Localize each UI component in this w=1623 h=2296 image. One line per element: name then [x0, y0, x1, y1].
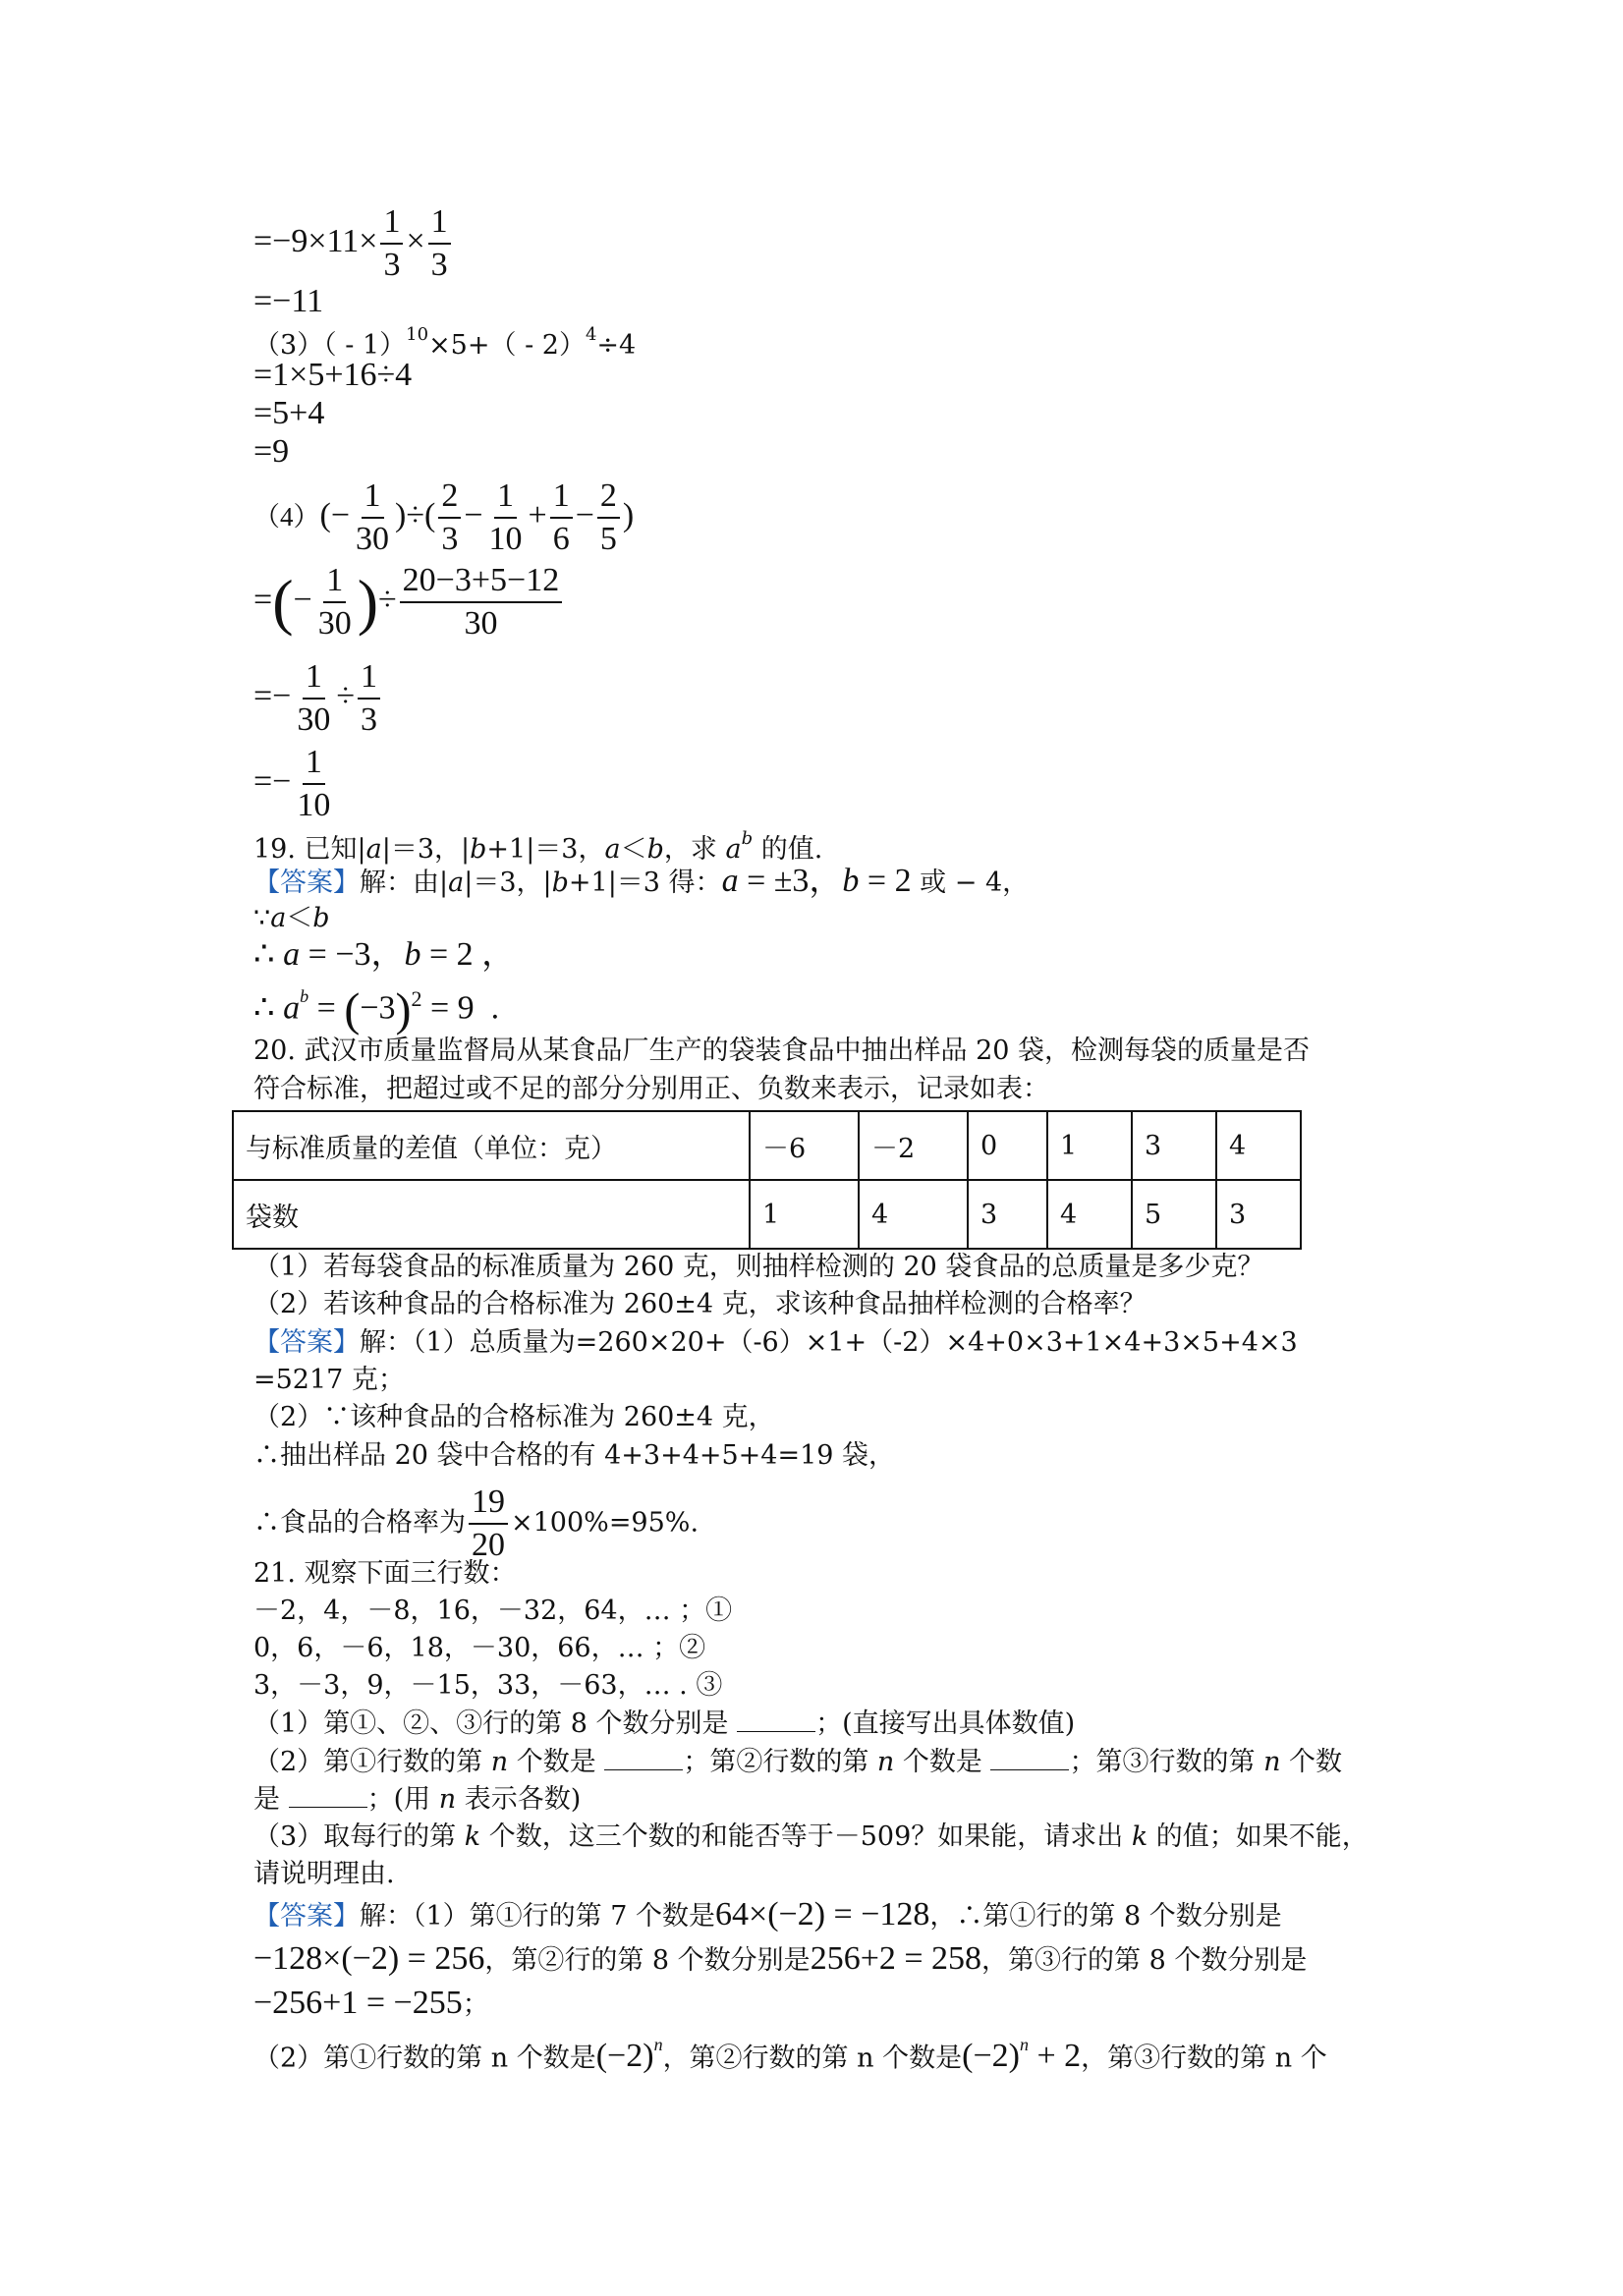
- fraction: $\frac{1}{30}$: [297, 658, 331, 738]
- q20-answer-5: ∴食品的合格率为 $\frac{19}{20}$ ×100%=95%.: [253, 1482, 699, 1566]
- q21-answer-2: −128×(−2) = 256，第②行的第 8 个数分别是256+2 = 258，第③行的第 8 个数分别是: [253, 1940, 1308, 1977]
- q20-question-l1: 20. 武汉市质量监督局从某食品厂生产的袋装食品中抽出样品 20 袋，检测每袋的质量是否: [253, 1036, 1311, 1066]
- q19-line-2: ∵a＜b: [253, 903, 330, 933]
- q19-answer: 【答案】解：由|a|＝3，|b+1|＝3 得：a = ±3，b = 2 或 − 4，: [253, 863, 1030, 899]
- q21-row-1: －2，4，－8，16，－32，64，… ；①: [253, 1596, 733, 1626]
- p4-line-1: =(− $\frac{1}{30}$ )÷ $\frac{20-3+5-12}{30}$: [253, 560, 565, 644]
- p4-line-0: （4）(− $\frac{1}{30}$ )÷( $\frac{2}{3}$ − $\frac{1}{10}$ + $\frac{1}{6}$ − $\frac{2}{5}$ ): [253, 476, 634, 560]
- fraction: $\frac{1}{10}$: [488, 477, 523, 557]
- fraction-one-third: $\frac{1}{3}$: [428, 201, 451, 286]
- p3-line-0: （3）（ - 1）$^{10}$×5+（ - 2）$^4$÷4: [253, 324, 637, 361]
- p4-line-3: =− $\frac{1}{10}$: [253, 742, 336, 826]
- table-row: 与标准质量的差值（单位：克） －6 －2 0 1 3 4: [233, 1111, 1301, 1180]
- fraction: $\frac{1}{30}$: [317, 562, 352, 642]
- fraction: $\frac{20-3+5-12}{30}$: [400, 560, 563, 644]
- p3-line-3: =9: [253, 433, 290, 470]
- q21-sub3-l2: 请说明理由.: [253, 1859, 395, 1889]
- q21-row-2: 0，6，－6，18，－30，66，… ；②: [253, 1633, 706, 1663]
- q21-sub1: （1）第①、②、③行的第 8 个数分别是 ；(直接写出具体数值): [253, 1708, 1076, 1739]
- answer-blank: [289, 1785, 367, 1808]
- fraction-19-20: $\frac{19}{20}$: [469, 1482, 508, 1566]
- q21-answer-1: 【答案】解：（1）第①行的第 7 个数是64×(−2) = −128，∴第①行的第 8 个数分别是: [253, 1896, 1282, 1932]
- q19-question: 19. 已知|a|＝3，|b+1|＝3，a＜b，求 $a^b$ 的值.: [253, 828, 823, 865]
- q20-answer-1: 【答案】解：（1）总质量为=260×20+（-6）×1+（-2）×4+0×3+1×4+3×5+4×3: [253, 1327, 1298, 1358]
- p2-line-top: =−9×11× $\frac{1}{3}$ × $\frac{1}{3}$: [253, 201, 454, 286]
- p4-line-2: =− $\frac{1}{30}$ ÷ $\frac{1}{3}$: [253, 656, 383, 741]
- q21-sub2-cont: 是 ；(用 n 表示各数): [253, 1784, 582, 1815]
- p3-line-1: =1×5+16÷4: [253, 357, 413, 393]
- q19-line-3: ∴ a = −3，b = 2 ，: [253, 936, 516, 973]
- q20-answer-3: （2）∵该种食品的合格标准为 260±4 克，: [253, 1402, 775, 1432]
- q20-question-l2: 符合标准，把超过或不足的部分分别用正、负数来表示，记录如表：: [253, 1074, 1049, 1104]
- p3-line-2: =5+4: [253, 395, 325, 431]
- q20-table: [232, 1110, 1302, 1250]
- answer-blank: [990, 1748, 1069, 1770]
- fraction: $\frac{1}{10}$: [297, 744, 331, 823]
- q20-answer-2: =5217 克；: [253, 1365, 405, 1395]
- p2-result: =−11: [253, 283, 324, 319]
- fraction: $\frac{1}{6}$: [550, 476, 573, 560]
- q21-question: 21. 观察下面三行数：: [253, 1558, 517, 1589]
- q21-sub3-l1: （3）取每行的第 k 个数，这三个数的和能否等于－509？如果能，请求出 k 的值；如果不能，: [253, 1821, 1369, 1852]
- answer-blank: [604, 1748, 683, 1770]
- fraction-one-third: $\frac{1}{3}$: [380, 201, 403, 286]
- answer-blank: [737, 1709, 815, 1732]
- q19-line-4: ∴ $a^b = (-3)^2 = 9$ .: [253, 983, 500, 1036]
- q21-sub2: （2）第①行数的第 n 个数是 ；第②行数的第 n 个数是 ；第③行数的第 n 个数: [253, 1747, 1343, 1777]
- q20-answer-4: ∴抽出样品 20 袋中合格的有 4+3+4+5+4=19 袋，: [253, 1440, 896, 1471]
- q21-answer-4: （2）第①行数的第 n 个数是$(-2)^n$，第②行数的第 n 个数是$(-2)^n + 2$，第③行数的第 n 个: [253, 2035, 1327, 2075]
- q21-answer-3: −256+1 = −255；: [253, 1985, 489, 2021]
- q20-sub2: （2）若该种食品的合格标准为 260±4 克，求该种食品抽样检测的合格率？: [253, 1289, 1147, 1319]
- fraction: $\frac{2}{5}$: [597, 476, 620, 560]
- table-row: 袋数 1 4 3 4 5 3: [233, 1180, 1301, 1249]
- fraction: $\frac{2}{3}$: [438, 476, 461, 560]
- q20-sub1: （1）若每袋食品的标准质量为 260 克，则抽样检测的 20 袋食品的总质量是多少克？: [253, 1252, 1264, 1282]
- q21-row-3: 3，－3，9，－15，33，－63，… . ③: [253, 1670, 723, 1701]
- fraction: $\frac{1}{3}$: [358, 656, 380, 741]
- fraction: $\frac{1}{30}$: [356, 477, 389, 557]
